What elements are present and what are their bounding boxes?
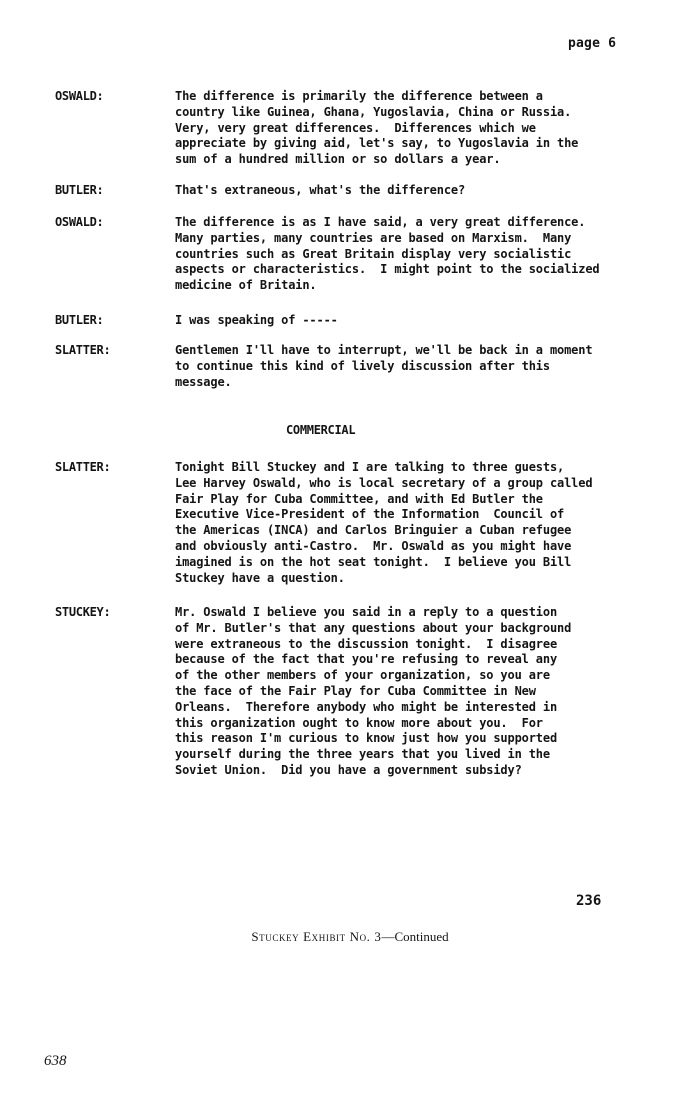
- speaker-name: OSWALD:: [55, 215, 104, 229]
- speaker-name: SLATTER:: [55, 343, 111, 357]
- volume-page-number: 638: [44, 1053, 67, 1069]
- speaker-name: STUCKEY:: [55, 605, 111, 619]
- speech-text: [175, 215, 599, 294]
- speech-line: of the other members of your organization, so you are: [175, 668, 550, 683]
- speech-line: Lee Harvey Oswald, who is local secretary of a group called: [175, 475, 593, 490]
- speech-line: Many parties, many countries are based on Marxism. Many: [175, 230, 572, 245]
- speech-line: were extraneous to the discussion tonight. I disagree: [175, 636, 558, 651]
- speech-line: Mr. Oswald I believe you said in a reply to a question: [175, 605, 558, 619]
- speech-line: appreciate by giving aid, let's say, to Yugoslavia in the: [175, 136, 579, 151]
- speaker-name: OSWALD:: [55, 89, 104, 103]
- speech-line: I was speaking of -----: [175, 313, 338, 327]
- commercial-heading: COMMERCIAL: [286, 423, 356, 437]
- speech-text: [175, 313, 338, 329]
- speech-line: yourself during the three years that you lived in the: [175, 747, 550, 762]
- speech-line: this organization ought to know more about you. For: [175, 715, 543, 730]
- speech-line: Fair Play for Cuba Committee, and with Ed Butler the: [175, 491, 543, 506]
- document-number: 236: [576, 893, 602, 909]
- speech-line: Executive Vice-President of the Information Council of: [175, 507, 565, 522]
- speech-line: Tonight Bill Stuckey and I are talking to three guests,: [175, 460, 565, 474]
- speech-line: the Americas (INCA) and Carlos Bringuier a Cuban refugee: [175, 523, 572, 538]
- speech-line: to continue this kind of lively discussion after this: [175, 358, 550, 373]
- speech-line: because of the fact that you're refusing to reveal any: [175, 652, 558, 667]
- speech-line: Soviet Union. Did you have a government subsidy?: [175, 762, 522, 777]
- speaker-name: BUTLER:: [55, 183, 104, 197]
- speech-line: the face of the Fair Play for Cuba Committee in New: [175, 683, 536, 698]
- speech-line: The difference is as I have said, a very great difference.: [175, 215, 586, 229]
- speech-text: [175, 183, 465, 199]
- speech-line: sum of a hundred million or so dollars a year.: [175, 152, 501, 167]
- speech-line: this reason I'm curious to know just how you supported: [175, 731, 558, 746]
- speech-line: message.: [175, 374, 232, 389]
- speech-text: [175, 343, 592, 390]
- speech-line: Stuckey have a question.: [175, 570, 345, 585]
- speech-line: aspects or characteristics. I might point to the socialized: [175, 262, 600, 277]
- speech-line: countries such as Great Britain display very socialistic: [175, 246, 572, 261]
- speech-line: imagined is on the hot seat tonight. I believe you Bill: [175, 554, 572, 569]
- speech-text: [175, 605, 571, 779]
- speech-line: of Mr. Butler's that any questions about your background: [175, 620, 572, 635]
- speech-line: Orleans. Therefore anybody who might be interested in: [175, 699, 558, 714]
- exhibit-label: Stuckey Exhibit No. 3: [251, 929, 382, 944]
- speaker-name: BUTLER:: [55, 313, 104, 327]
- speech-line: medicine of Britain.: [175, 278, 317, 293]
- speech-line: Gentlemen I'll have to interrupt, we'll be back in a moment: [175, 343, 593, 357]
- speech-text: [175, 89, 578, 168]
- speech-line: The difference is primarily the difference between a: [175, 89, 543, 103]
- speech-line: and obviously anti-Castro. Mr. Oswald as you might have: [175, 538, 572, 553]
- exhibit-suffix: —Continued: [381, 929, 449, 944]
- speaker-name: SLATTER:: [55, 460, 111, 474]
- speech-line: country like Guinea, Ghana, Yugoslavia, China or Russia.: [175, 104, 572, 119]
- speech-text: [175, 460, 592, 586]
- page-number-label: page 6: [568, 36, 617, 51]
- speech-line: That's extraneous, what's the difference?: [175, 183, 466, 197]
- exhibit-caption: [0, 929, 688, 945]
- speech-line: Very, very great differences. Differences which we: [175, 120, 536, 135]
